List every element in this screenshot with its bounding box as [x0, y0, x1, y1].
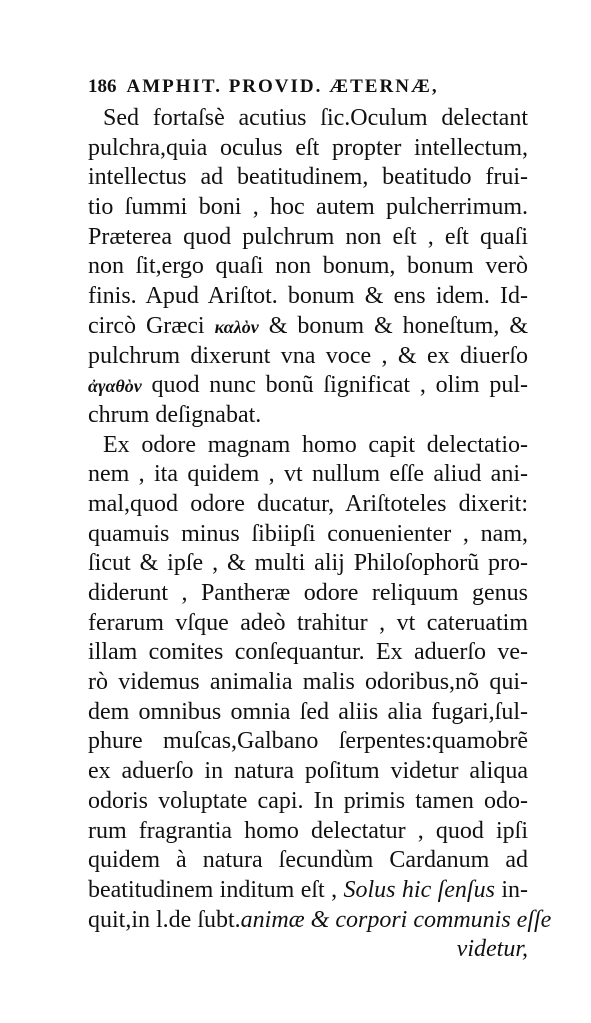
line-text: quit,in l.de ſubt. [88, 906, 241, 933]
text-line: ferarum vſque adeò trahitur , vt cateruatim [88, 609, 528, 636]
text-line: intellectus ad beatitudinem, beatitudo frui- [88, 164, 528, 191]
text-line: Ex odore magnam homo capit delectatio- [103, 431, 528, 458]
text-line: illam comites conſequantur. Ex aduerſo ve- [88, 639, 528, 666]
text-line: ſicut & ipſe , & multi alij Philoſophorũ pro- [88, 550, 528, 577]
text-line: quidem à natura ſecundùm Cardanum ad [88, 847, 528, 874]
text-line: quamuis minus ſibiipſi conuenienter , nam, [88, 520, 528, 547]
italic-quote: animæ & corpori communis eſſe [240, 906, 552, 933]
running-head [88, 76, 439, 98]
greek-word: καλὸν [214, 316, 259, 337]
greek-word: ἀγαθὸν [88, 376, 142, 397]
text-line: odoris voluptate capi. In primis tamen odo- [88, 787, 528, 814]
text-line: rum fragrantia homo delectatur , quod ipſi [88, 817, 528, 844]
text-line: chrum deſignabat. [88, 401, 262, 428]
line-text: beatitudinem inditum eſt , [88, 876, 344, 903]
text-line [88, 312, 528, 342]
text-line: diderunt , Pantheræ odore reliquum genus [88, 580, 528, 606]
text-line: finis. Apud Ariſtot. bonum & ens idem. Id- [88, 283, 528, 310]
text-line: Sed fortaſsè acutius ſic.Oculum delectant [103, 105, 528, 131]
line-text: in- [494, 876, 528, 903]
line-text: & bonum & honeſtum, & [258, 312, 528, 339]
page-number: 186 [88, 76, 117, 97]
text-line: tio ſummi boni , hoc autem pulcherrimum. [88, 194, 528, 221]
text-line: dem omnibus omnia ſed aliis alia fugari,ſul- [88, 698, 528, 725]
text-line: pulchrum dixerunt vna voce , & ex diuerſo [88, 342, 528, 369]
text-line: nem , ita quidem , vt nullum eſſe aliud ani- [88, 461, 528, 488]
text-line: phure muſcas,Galbano ſerpentes:quamobrẽ [88, 728, 528, 755]
body-text [88, 104, 552, 965]
text-line [88, 371, 528, 401]
running-title: AMPHIT. PROVID. ÆTERNÆ, [126, 76, 439, 97]
text-line [88, 876, 528, 906]
line-text: circò Græci [88, 312, 215, 339]
line-text: quod nunc bonũ ſignificat , olim pul- [141, 372, 528, 399]
text-line: pulchra,quia oculus eſt propter intellectum, [88, 134, 528, 161]
catchword: videtur, [456, 936, 528, 963]
italic-quote: Solus hic ſenſus [343, 876, 495, 903]
text-line: mal,quod odore ducatur, Ariſtoteles dixerit: [88, 490, 528, 517]
text-line: Præterea quod pulchrum non eſt , eſt quaſi [88, 223, 528, 250]
catchword-line [88, 935, 528, 965]
text-line: ex aduerſo in natura poſitum videtur aliqua [88, 758, 528, 785]
text-line [88, 906, 552, 936]
text-line: rò videmus animalia malis odoribus,nõ qui- [88, 669, 528, 696]
text-line: non ſit,ergo quaſi non bonum, bonum verò [88, 253, 528, 280]
